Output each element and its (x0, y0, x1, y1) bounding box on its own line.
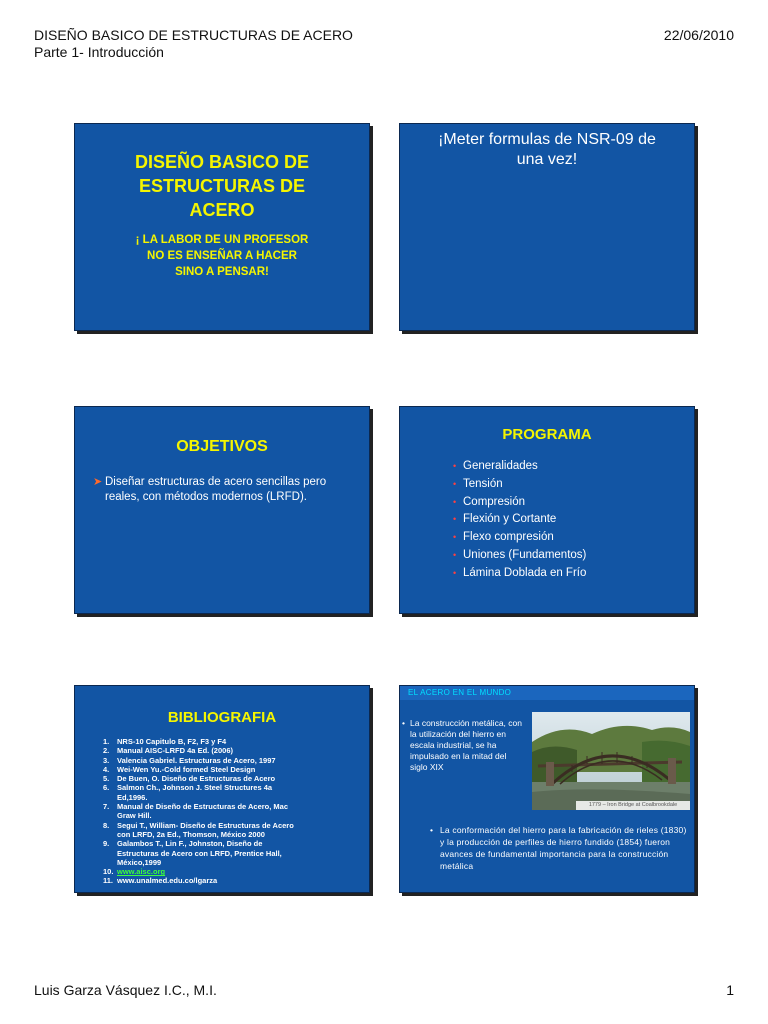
list-item (453, 529, 586, 547)
list-item-text: Galambos T., Lin F., Johnston, Diseño de (117, 839, 263, 849)
list-item (103, 820, 347, 840)
bullet-dot-icon: • (453, 461, 457, 471)
list-item (453, 494, 586, 512)
slide-1-title (74, 123, 370, 331)
slide-5-heading: BIBLIOGRAFIA (167, 709, 277, 726)
list-item-text: con LRFD, 2a Ed., Thomson, México 2000 (117, 829, 265, 839)
list-item (453, 511, 586, 529)
list-item-text: Tensión (463, 477, 503, 490)
list-item-number: 3. (103, 755, 110, 765)
list-item-text: Valencia Gabriel. Estructuras de Acero, 1997 (117, 755, 276, 765)
list-item-text: Estructuras de Acero con LRFD, Prentice Hall, (117, 848, 282, 858)
list-item (103, 737, 347, 746)
programa-list (453, 458, 587, 583)
list-item (453, 458, 586, 476)
list-item-number: 6. (103, 783, 110, 793)
slide-6-bullet-1 (402, 718, 522, 773)
slide-1-heading-line: ACERO (189, 200, 255, 220)
list-item (453, 565, 587, 583)
list-item (103, 764, 347, 774)
slide-6-acero-mundo (399, 685, 695, 893)
slide-6-bullet-2 (430, 824, 690, 872)
list-item (103, 746, 347, 756)
list-item-number: 5. (103, 774, 110, 784)
slide-6-bullet-2-text: La conformación del hierro para la fabricación de rieles (1830) y la producción de perfiles de hierro fundido (1854) fueron avances de fundamental importancia para la construcción metálica (440, 825, 687, 871)
slide-2-heading-line: una vez! (516, 151, 578, 168)
list-item (103, 774, 347, 784)
slide-1-heading-line: ESTRUCTURAS DE (138, 176, 305, 196)
list-item-number: 11. (103, 876, 114, 886)
bibliography-list (103, 737, 347, 886)
list-item-text: Compresión (463, 495, 525, 508)
list-item (103, 839, 347, 867)
bullet-dot-icon: • (430, 825, 434, 835)
list-item (103, 876, 347, 886)
page-number: 1 (726, 982, 734, 998)
document-date: 22/06/2010 (663, 27, 734, 43)
slide-1-quote (75, 232, 369, 280)
bullet-dot-icon: • (402, 718, 405, 728)
list-item (103, 867, 347, 877)
slide-2-heading (400, 130, 694, 170)
slide-1-heading (75, 150, 369, 222)
slide-2-heading-line: ¡Meter formulas de NSR-09 de (438, 131, 656, 148)
slide-3-bullet (93, 475, 355, 505)
slide-6-header-band (400, 686, 694, 700)
list-item-text: www.unalmed.edu.co/lgarza (117, 876, 218, 886)
list-item-text: Generalidades (463, 460, 538, 472)
list-item-number: 9. (103, 839, 110, 849)
slide-1-quote-line: SINO A PENSAR! (175, 266, 269, 278)
bullet-dot-icon: • (453, 478, 457, 489)
list-item-text: Graw Hill. (117, 811, 152, 821)
list-item-text: Lámina Doblada en Frío (463, 566, 587, 579)
list-item-text: Flexión y Cortante (463, 513, 557, 526)
list-item-text: Ed,1996. (117, 792, 148, 802)
slide-4-heading: PROGRAMA (502, 426, 592, 443)
slide-1-quote-line: ¡ LA LABOR DE UN PROFESOR (135, 234, 309, 246)
list-item (103, 783, 347, 802)
list-item-number: 2. (103, 746, 110, 756)
slide-5-bibliografia (74, 685, 370, 893)
slide-3-objetivos (74, 406, 370, 614)
list-item-text: México,1999 (117, 857, 162, 867)
slide-6-bullet-1-text: La construcción metálica, con la utilización del hierro en escala industrial, se ha impulsado en la mitad del siglo XIX (410, 718, 522, 772)
list-item-text: Uniones (Fundamentos) (463, 548, 587, 561)
slide-3-bullet-text: Diseñar estructuras de acero sencillas pero reales, con métodos modernos (LRFD). (105, 476, 327, 503)
slide-3-heading: OBJETIVOS (176, 438, 268, 455)
list-item-text: NRS-10 Capitulo B, F2, F3 y F4 (117, 737, 227, 746)
list-item-text: Segui T., William- Diseño de Estructuras de Acero (117, 820, 294, 830)
list-item-number: 8. (103, 820, 110, 830)
document-title: DISEÑO BASICO DE ESTRUCTURAS DE ACERO (34, 27, 353, 43)
list-item-number: 1. (103, 737, 110, 746)
aisc-link[interactable]: www.aisc.org (117, 867, 166, 877)
footer-author: Luis Garza Vásquez I.C., M.I. (34, 982, 217, 998)
arrow-bullet-icon: ➤ (93, 476, 103, 488)
slide-1-quote-line: NO ES ENSEÑAR A HACER (147, 250, 297, 262)
iron-bridge-photo (532, 712, 690, 810)
bullet-dot-icon: • (453, 496, 457, 507)
slide-4-programa (399, 406, 695, 614)
list-item-text: Flexo compresión (463, 531, 554, 544)
list-item-text: De Buen, O. Diseño de Estructuras de Acero (117, 774, 276, 784)
slide-6-heading: EL ACERO EN EL MUNDO (408, 688, 512, 697)
list-item-text: Manual de Diseño de Estructuras de Acero, Mac (117, 802, 289, 812)
list-item-number: 7. (103, 802, 110, 812)
bullet-dot-icon: • (453, 514, 457, 525)
list-item-text: Manual AISC-LRFD 4a Ed. (2006) (117, 746, 233, 756)
list-item (103, 755, 347, 765)
list-item (453, 476, 586, 494)
slide-1-heading-line: DISEÑO BASICO DE (134, 152, 310, 172)
document-subtitle: Parte 1- Introducción (34, 44, 164, 60)
list-item (103, 802, 347, 821)
bullet-dot-icon: • (453, 549, 457, 560)
list-item-text: Wei-Wen Yu.-Cold formed Steel Design (117, 764, 256, 774)
list-item (453, 547, 587, 565)
bullet-dot-icon: • (453, 532, 457, 543)
bullet-dot-icon: • (453, 567, 457, 578)
list-item-number: 4. (103, 764, 110, 774)
slide-2-nsr (399, 123, 695, 331)
list-item-number: 10. (103, 867, 114, 877)
list-item-text: Salmon Ch., Johnson J. Steel Structures 4a (117, 783, 273, 793)
photo-caption: 1779 – Iron Bridge at Coalbrookdale (576, 801, 690, 810)
